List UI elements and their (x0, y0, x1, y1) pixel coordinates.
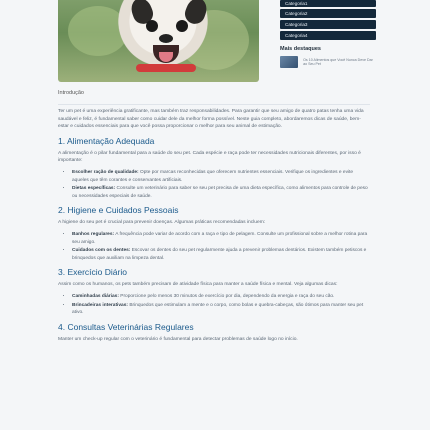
list-item (72, 169, 370, 184)
list-item-text: Brinquedos que estimulam a mente e o corpo, como bolas e quebra-cabeças, são ótimos para manter seu pet ativo. (72, 302, 364, 316)
dog-eye-right (176, 20, 188, 32)
section-title-hygiene: 2. Higiene e Cuidados Pessoais (58, 205, 179, 216)
sidebar (280, 0, 376, 92)
section-text-hygiene: A higiene do seu pet é crucial para prevenir doenças. Algumas práticas recomendadas incluem: (58, 220, 266, 226)
intro-label: Introdução (58, 90, 84, 96)
dog-collar (136, 64, 196, 72)
sidebar-category-1[interactable]: Categoria1 (280, 0, 376, 7)
intro-paragraph: Ter um pet é uma experiência gratificante, mas também traz responsabilidades. Para garantir que seu amigo de quatro patas tenha uma vida saudável e feliz, é fundamental saber como cuidar dele da melhor forma possível. Neste guia completo, abordaremos dicas de saúde, bem-estar e cuidados essenciais para que você possa proporcionar o melhor para seu animal de estimação. (58, 109, 364, 130)
sidebar-category-2[interactable]: Categoria2 (280, 9, 376, 18)
list-item-text: Opte por marcas reconhecidas que oferecem nutrientes essenciais. Verifique os ingredientes e evite aqueles que têm corantes e conservantes artificiais. (72, 169, 354, 183)
dog-eye-left (146, 20, 158, 32)
section-text-exercise: Assim como os humanos, os pets também precisam de atividade física para manter a saúde física e mental. Veja algumas dicas: (58, 282, 338, 288)
section-title-vet: 4. Consultas Veterinárias Regulares (58, 321, 194, 332)
section-title-exercise: 3. Exercício Diário (58, 267, 127, 278)
list-item (72, 302, 370, 317)
feeding-list (58, 169, 370, 200)
list-item-text: Proporcione pelo menos 30 minutos de exercício por dia, dependendo da energia e raça do seu cão. (118, 293, 335, 299)
list-item-title: Dietas específicas: (72, 186, 116, 192)
hygiene-list (58, 231, 370, 262)
section-text-feeding: A alimentação é o pilar fundamental para a saúde do seu pet. Cada espécie e raça pode ter necessidades nutricionais diferentes, por isso é importante: (58, 150, 361, 164)
list-item-title: Caminhadas diárias: (72, 293, 119, 299)
dog-nose (159, 34, 173, 43)
list-item (72, 185, 370, 200)
highlight-item[interactable] (280, 56, 376, 68)
section-text-vet: Manter um check-up regular com o veterinário é fundamental para detectar problemas de saúde logo no início. (58, 336, 298, 342)
list-item-text: A frequência pode variar de acordo com a raça e tipo de pelagem. Consulte um profissional sobre a melhor rotina para seu amigo. (72, 231, 368, 245)
list-item (72, 231, 370, 246)
list-item-title: Banhos regulares: (72, 231, 115, 237)
hero-image (58, 0, 259, 82)
highlight-link[interactable]: Os 10 Alimentos que Você Nunca Deve Dar ao Seu Pet (303, 57, 373, 66)
list-item-title: Cuidados com os dentes: (72, 248, 131, 254)
list-item (72, 247, 370, 262)
divider (58, 104, 370, 105)
exercise-list (58, 293, 370, 317)
sidebar-category-3[interactable]: Categoria3 (280, 20, 376, 29)
list-item-text: Escovar os dentes do seu pet regularmente ajuda a prevenir problemas dentários. Existem também petiscos e brinquedos que auxiliam na limpeza dental. (72, 248, 367, 261)
list-item (72, 293, 370, 301)
article (58, 104, 370, 347)
list-item-title: Escolher ração de qualidade: (72, 169, 139, 175)
section-title-feeding: 1. Alimentação Adequada (58, 135, 155, 146)
sidebar-category-4[interactable]: Categoria4 (280, 31, 376, 40)
highlight-thumbnail[interactable] (280, 56, 298, 68)
list-item-text: Consulte um veterinário para saber se seu pet precisa de uma dieta específica, como alimentos para controle de peso ou necessidades especiais de saúde. (72, 186, 368, 199)
list-item-title: Brincadeiras interativas: (72, 302, 128, 308)
highlights-title: Mais destaques (280, 46, 321, 52)
